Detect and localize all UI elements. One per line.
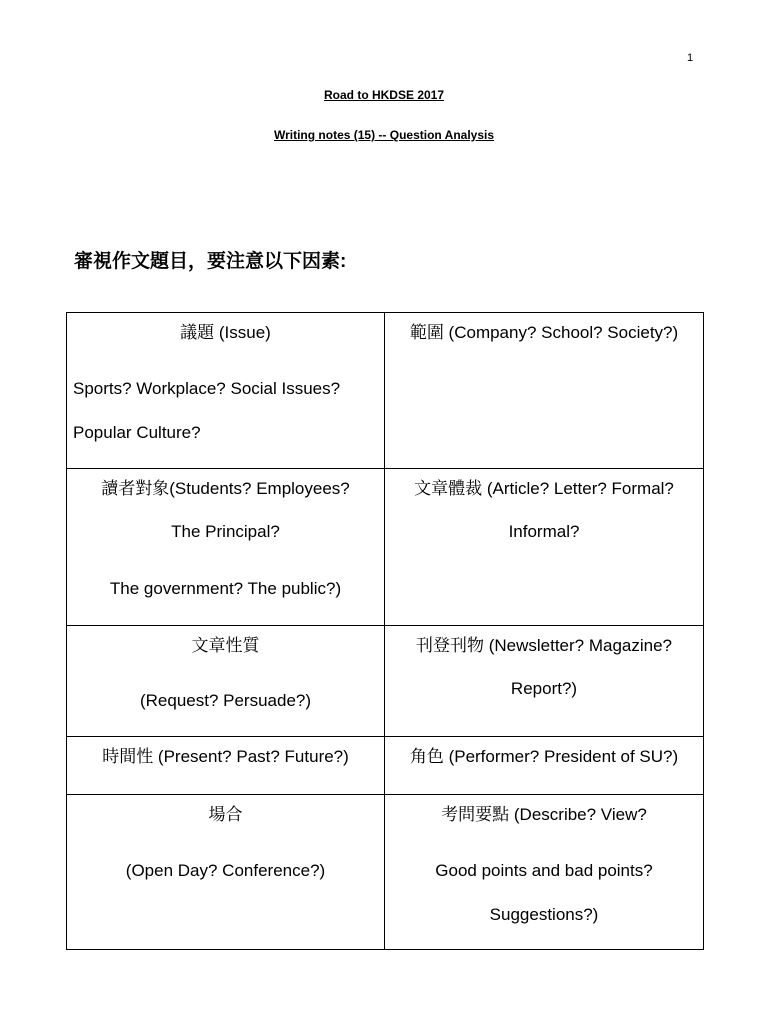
table-cell-genre bbox=[385, 469, 704, 626]
table-cell-audience bbox=[67, 469, 385, 626]
table-row bbox=[67, 469, 704, 626]
cell-line: Sports? Workplace? Social Issues? bbox=[73, 379, 341, 399]
document-title: Road to HKDSE 2017 bbox=[323, 88, 445, 102]
cell-line: (Request? Persuade?) bbox=[139, 691, 312, 711]
cell-line: Suggestions?) bbox=[489, 904, 599, 924]
table-cell-key-points bbox=[385, 795, 704, 950]
document-subtitle: Writing notes (15) -- Question Analysis bbox=[273, 128, 495, 142]
table-row bbox=[67, 737, 704, 795]
cell-line: 範圍 (Company? School? Society?) bbox=[409, 323, 679, 342]
cell-line: 文章體裁 (Article? Letter? Formal? bbox=[414, 479, 674, 498]
table-row bbox=[67, 795, 704, 950]
table-cell-issue bbox=[67, 313, 385, 469]
cell-line: Informal? bbox=[508, 522, 580, 542]
cell-line: The Principal? bbox=[171, 522, 280, 542]
table-cell-nature bbox=[67, 626, 385, 737]
cell-line: Good points and bad points? bbox=[435, 861, 653, 881]
cell-line: Popular Culture? bbox=[73, 422, 201, 442]
page-number: 1 bbox=[686, 52, 694, 64]
table-cell-publication bbox=[385, 626, 704, 737]
table-cell-time bbox=[67, 737, 385, 795]
table-row bbox=[67, 313, 704, 469]
cell-line: (Open Day? Conference?) bbox=[125, 861, 326, 881]
section-heading: 審視作文題目，要注意以下因素: bbox=[74, 251, 347, 272]
table-cell-role bbox=[385, 737, 704, 795]
table-row bbox=[67, 626, 704, 737]
cell-line: 角色 (Performer? President of SU?) bbox=[409, 747, 679, 766]
cell-line: 考問要點 (Describe? View? bbox=[441, 805, 647, 824]
cell-line: 時間性 (Present? Past? Future?) bbox=[102, 747, 349, 766]
table-cell-scope bbox=[385, 313, 704, 469]
cell-line: 議題 (Issue) bbox=[180, 323, 271, 342]
cell-line: The government? The public?) bbox=[109, 578, 342, 598]
cell-line: 場合 bbox=[208, 805, 243, 824]
cell-line: 讀者對象(Students? Employees? bbox=[101, 479, 350, 498]
table-cell-occasion bbox=[67, 795, 385, 950]
analysis-table bbox=[66, 312, 704, 950]
cell-line: 文章性質 bbox=[191, 636, 260, 655]
cell-line: 刊登刊物 (Newsletter? Magazine? bbox=[415, 636, 673, 655]
cell-line: Report?) bbox=[510, 679, 578, 699]
